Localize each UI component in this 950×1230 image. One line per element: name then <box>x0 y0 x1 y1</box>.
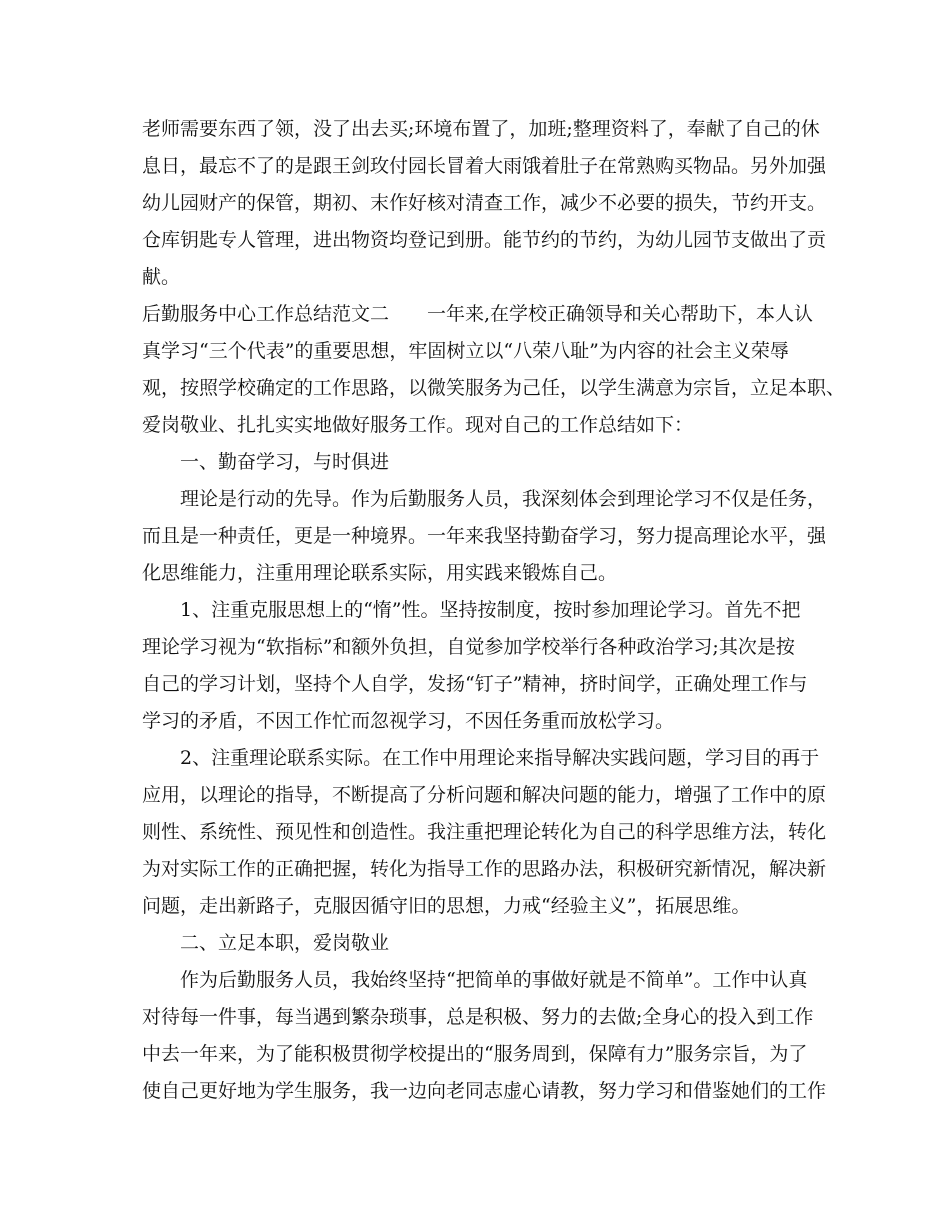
text-line: 仓库钥匙专人管理，进出物资均登记到册。能节约的节约，为幼儿园节支做出了贡 <box>142 229 827 251</box>
text-line: 作为后勤服务人员，我始终坚持“把简单的事做好就是不简单”。工作中认真 <box>180 969 808 991</box>
text-line: 自己的学习计划，坚持个人自学，发扬“钉子”精神，挤时间学，正确处理工作与 <box>142 673 808 695</box>
text-line: 学习的矛盾，不因工作忙而忽视学习，不因任务重而放松学习。 <box>142 710 675 732</box>
text-line: 献。 <box>142 266 181 288</box>
text-line: 息日，最忘不了的是跟王剑玫付园长冒着大雨饿着肚子在常熟购买物品。另外加强 <box>142 155 827 177</box>
text-line: 化思维能力，注重用理论联系实际，用实践来锻炼自己。 <box>142 562 618 584</box>
text-line: 1、注重克服思想上的“惰”性。坚持按制度，按时参加理论学习。首先不把 <box>180 599 801 621</box>
text-line: 理论是行动的先导。作为后勤服务人员，我深刻体会到理论学习不仅是任务， <box>180 488 827 510</box>
text-line: 使自己更好地为学生服务，我一边向老同志虚心请教，努力学习和借鉴她们的工作 <box>142 1080 827 1102</box>
text-line: 真学习“三个代表”的重要思想，牢固树立以“八荣八耻”为内容的社会主义荣辱 <box>142 340 789 362</box>
text-line: 为对实际工作的正确把握，转化为指导工作的思路办法，积极研究新情况，解决新 <box>142 858 827 880</box>
text-line: 老师需要东西了领，没了出去买;环境布置了，加班;整理资料了，奉献了自己的休 <box>142 118 820 140</box>
text-line: 问题，走出新路子，克服因循守旧的思想，力戒“经验主义”，拓展思维。 <box>142 895 751 917</box>
section-heading: 后勤服务中心工作总结范文二 一年来,在学校正确领导和关心帮助下，本人认 <box>142 303 814 325</box>
text-line: 而且是一种责任，更是一种境界。一年来我坚持勤奋学习，努力提高理论水平，强 <box>142 525 827 547</box>
text-line: 应用，以理论的指导，不断提高了分析问题和解决问题的能力，增强了工作中的原 <box>142 784 827 806</box>
text-line: 则性、系统性、预见性和创造性。我注重把理论转化为自己的科学思维方法，转化 <box>142 821 827 843</box>
text-line: 2、注重理论联系实际。在工作中用理论来指导解决实践问题，学习目的再于 <box>180 747 820 769</box>
text-line: 幼儿园财产的保管，期初、末作好核对清查工作，减少不必要的损失，节约开支。 <box>142 192 827 214</box>
text-line: 爱岗敬业、扎扎实实地做好服务工作。现对自己的工作总结如下： <box>142 414 694 436</box>
text-line: 观，按照学校确定的工作思路，以微笑服务为己任，以学生满意为宗旨，立足本职、 <box>142 377 846 399</box>
text-line: 理论学习视为“软指标”和额外负担，自觉参加学校举行各种政治学习;其次是按 <box>142 636 795 658</box>
subheading: 一、勤奋学习，与时俱进 <box>180 451 390 473</box>
text-line: 中去一年来，为了能积极贯彻学校提出的“服务周到，保障有力”服务宗旨，为了 <box>142 1043 808 1065</box>
text-line: 对待每一件事，每当遇到繁杂琐事，总是积极、努力的去做;全身心的投入到工作 <box>142 1006 814 1028</box>
subheading: 二、立足本职，爱岗敬业 <box>180 932 390 954</box>
